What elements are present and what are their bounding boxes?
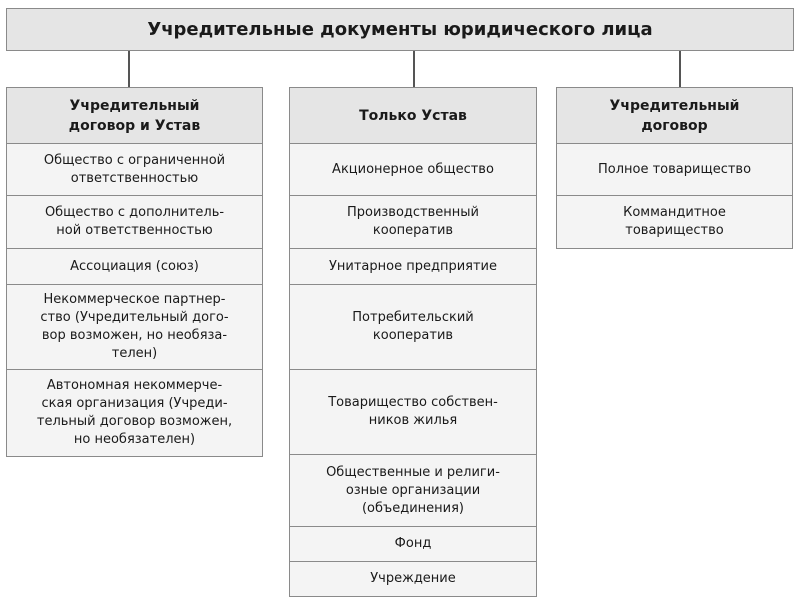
list-item: Общество с дополнитель- ной ответственностью	[6, 195, 263, 249]
list-item: Унитарное предприятие	[289, 248, 537, 285]
connector-line-middle	[413, 51, 415, 87]
column-header-charter-and-agreement: Учредительный договор и Устав	[6, 87, 263, 144]
list-item: Фонд	[289, 526, 537, 562]
list-item: Ассоциация (союз)	[6, 248, 263, 285]
diagram-title: Учредительные документы юридического лица	[6, 8, 794, 51]
column-header-charter-only: Только Устав	[289, 87, 537, 144]
list-item: Учреждение	[289, 561, 537, 597]
list-item: Полное товарищество	[556, 143, 793, 196]
list-item: Производственный кооператив	[289, 195, 537, 249]
list-item: Потребительский кооператив	[289, 284, 537, 370]
list-item: Общество с ограниченной ответственностью	[6, 143, 263, 196]
list-item: Общественные и религи- озные организации (объединения)	[289, 454, 537, 527]
list-item: Акционерное общество	[289, 143, 537, 196]
list-item: Некоммерческое партнер- ство (Учредительный дого- вор возможен, но необяза- телен)	[6, 284, 263, 370]
connector-line-right	[679, 51, 681, 87]
column-header-agreement-only: Учредительный договор	[556, 87, 793, 144]
list-item: Коммандитное товарищество	[556, 195, 793, 249]
connector-line-left	[128, 51, 130, 87]
list-item: Автономная некоммерче- ская организация (Учреди- тельный договор возможен, но необязателен)	[6, 369, 263, 457]
list-item: Товарищество собствен- ников жилья	[289, 369, 537, 455]
